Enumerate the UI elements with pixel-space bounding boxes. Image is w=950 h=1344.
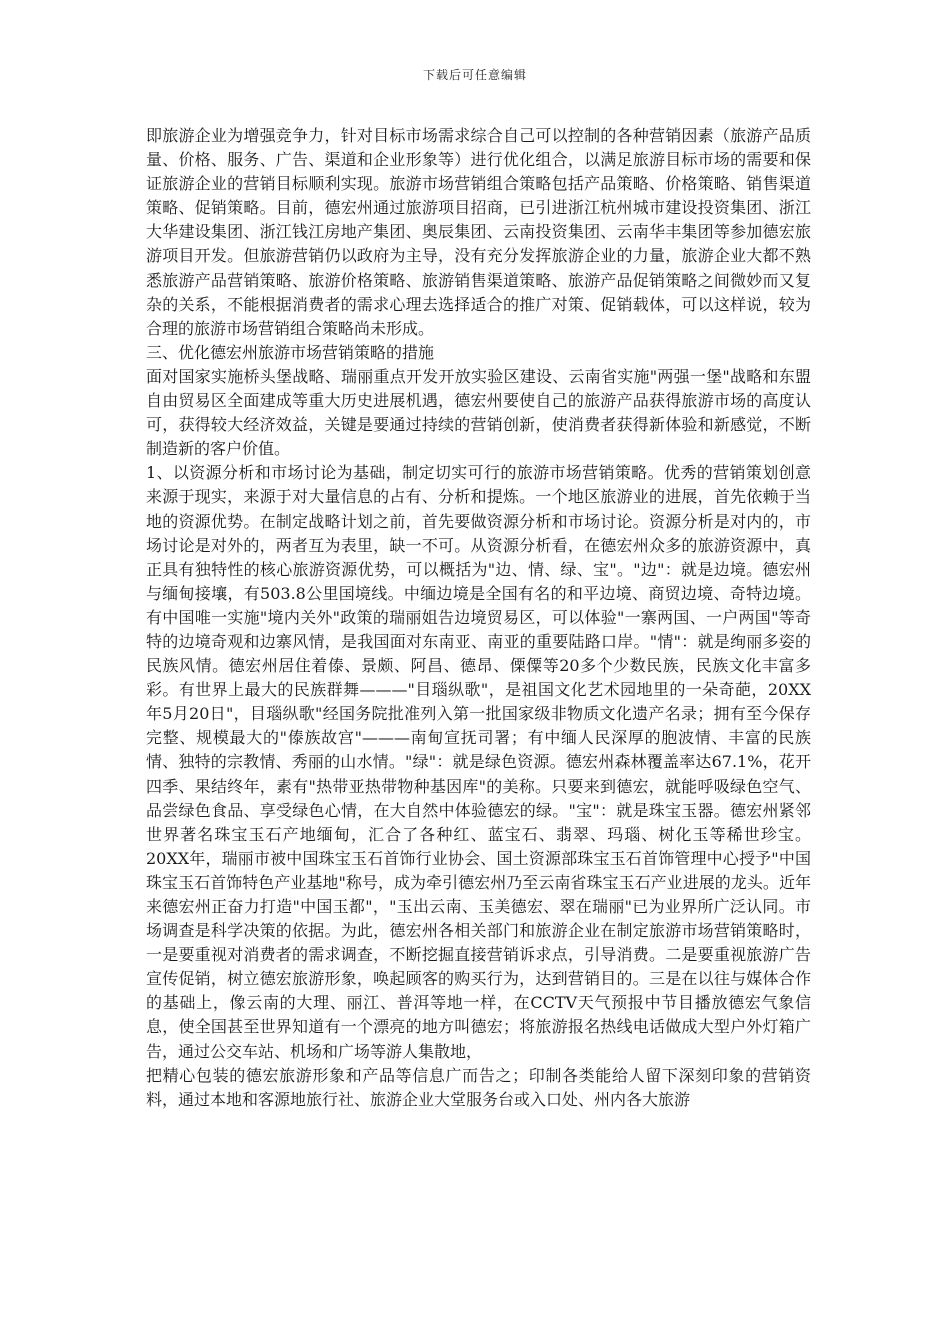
body-text (146, 124, 811, 1112)
section-heading: 三、优化德宏州旅游市场营销策略的措施 (146, 342, 435, 362)
paragraph-promotion: 把精心包装的德宏旅游形象和产品等信息广而告之；印制各类能给人留下深刻印象的营销资料，通过本地和客源地旅行社、旅游企业大堂服务台或入口处、州内各大旅游 (146, 1065, 811, 1109)
paragraph-opportunities: 面对国家实施桥头堡战略、瑞丽重点开发开放实验区建设、云南省实施"两强一堡"战略和东盟自由贸易区全面建成等重大历史进展机遇，德宏州要使自己的旅游产品获得旅游市场的高度认可，获得较大经济效益，关键是要通过持续的营销创新，使消费者获得新体验和新感觉，不断制造新的客户价值。 (146, 366, 811, 459)
paragraph-marketing-mix: 即旅游企业为增强竞争力，针对目标市场需求综合自己可以控制的各种营销因素（旅游产品质量、价格、服务、广告、渠道和企业形象等）进行优化组合，以满足旅游目标市场的需要和保证旅游企业的营销目标顺利实现。旅游市场营销组合策略包括产品策略、价格策略、销售渠道策略、促销策略。目前，德宏州通过旅游项目招商，已引进浙江杭州城市建设投资集团、浙江大华建设集团、浙江钱江房地产集团、奥辰集团、云南投资集团、云南华丰集团等参加德宏旅游项目开发。但旅游营销仍以政府为主导，没有充分发挥旅游企业的力量，旅游企业大都不熟悉旅游产品营销策略、旅游价格策略、旅游销售渠道策略、旅游产品促销策略之间微妙而又复杂的关系，不能根据消费者的需求心理去选择适合的推广对策、促销载体，可以这样说，较为合理的旅游市场营销组合策略尚未形成。 (146, 126, 811, 338)
paragraph-resource-analysis: 1、以资源分析和市场讨论为基础，制定切实可行的旅游市场营销策略。优秀的营销策划创意来源于现实，来源于对大量信息的占有、分析和提炼。一个地区旅游业的进展，首先依赖于当地的资源优势。在制定战略计划之前，首先要做资源分析和市场讨论。资源分析是对内的，市场讨论是对外的，两者互为表里，缺一不可。从资源分析看，在德宏州众多的旅游资源中，真正具有独特性的核心旅游资源优势，可以概括为"边、情、绿、宝"。"边"：就是边境。德宏州与缅甸接壤，有503.8公里国境线。中缅边境是全国有名的和平边境、商贸边境、奇特边境。有中国唯一实施"境内关外"政策的瑞丽姐告边境贸易区，可以体验"一寨两国、一户两国"等奇特的边境奇观和边寨风情，是我国面对东南亚、南亚的重要陆路口岸。"情"：就是绚丽多姿的民族风情。德宏州居住着傣、景颇、阿昌、德昂、傈僳等20多个少数民族，民族文化丰富多彩。有世界上最大的民族群舞———"目瑙纵歌"，是祖国文化艺术园地里的一朵奇葩，20XX年5月20日"，目瑙纵歌"经国务院批准列入第一批国家级非物质文化遗产名录；拥有至今保存完整、规模最大的"傣族故宫"———南甸宣抚司署；有中缅人民深厚的胞波情、丰富的民族情、独特的宗教情、秀丽的山水情。"绿"：就是绿色资源。德宏州森林覆盖率达67.1%，花开四季、果结终年，素有"热带亚热带物种基因库"的美称。只要来到德宏，就能呼吸绿色空气、品尝绿色食品、享受绿色心情，在大自然中体验德宏的绿。"宝"：就是珠宝玉器。德宏州紧邻世界著名珠宝玉石产地缅甸，汇合了各种红、蓝宝石、翡翠、玛瑙、树化玉等稀世珍宝。20XX年，瑞丽市被中国珠宝玉石首饰行业协会、国土资源部珠宝玉石首饰管理中心授予"中国珠宝玉石首饰特色产业基地"称号，成为牵引德宏州乃至云南省珠宝玉石产业进展的龙头。近年来德宏州正奋力打造"中国玉都"，"玉出云南、玉美德宏、翠在瑞丽"已为业界所广泛认同。市场调查是科学决策的依据。为此，德宏州各相关部门和旅游企业在制定旅游市场营销策略时，一是要重视对消费者的需求调查，不断挖掘直接营销诉求点，引导消费。二是要重视旅游广告宣传促销，树立德宏旅游形象，唤起顾客的购买行为，达到营销目的。三是在以往与媒体合作的基础上，像云南的大理、丽江、普洱等地一样，在CCTV天气预报中节目播放德宏气象信息，使全国甚至世界知道有一个漂亮的地方叫德宏；将旅游报名热线电话做成大型户外灯箱广告，通过公交车站、机场和广场等游人集散地， (146, 463, 811, 1061)
page-header: 下载后可任意编辑 (422, 68, 527, 82)
